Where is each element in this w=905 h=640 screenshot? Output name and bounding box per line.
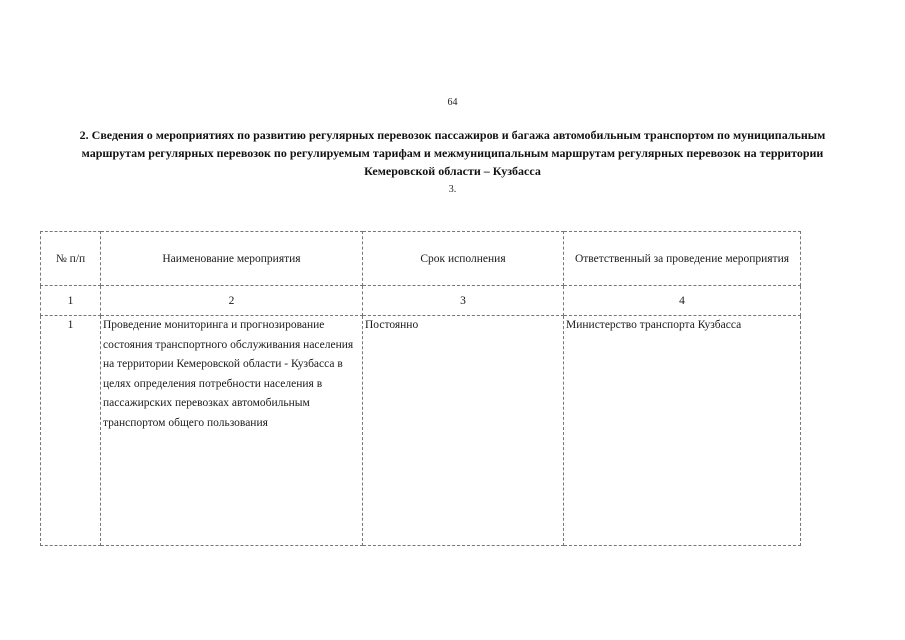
row-deadline: Постоянно	[363, 316, 564, 546]
column-number-row	[41, 286, 801, 316]
row-num: 1	[41, 316, 101, 546]
page-number: 64	[447, 97, 458, 108]
header-num: № п/п	[41, 232, 101, 286]
column-number: 2	[101, 286, 363, 316]
column-number: 4	[564, 286, 801, 316]
table-row	[41, 316, 801, 546]
column-number: 3	[363, 286, 564, 316]
header-name: Наименование мероприятия	[101, 232, 363, 286]
section-title: 2. Сведения о мероприятиях по развитию регулярных перевозок пассажиров и багажа автомобильным транспортом по муниципальным маршрутам регулярных перевозок по регулируемым тарифам и межмуниципальным маршрутам регулярных перевозок на территории Кемеровской области – Кузбасса	[79, 128, 826, 178]
title-suffix: 3.	[448, 184, 457, 195]
row-responsible: Министерство транспорта Кузбасса	[564, 316, 801, 546]
header-responsible: Ответственный за проведение мероприятия	[564, 232, 801, 286]
measures-table	[40, 231, 801, 546]
row-name: Проведение мониторинга и прогнозирование состояния транспортного обслуживания населения на территории Кемеровской области - Кузбасса в целях определения потребности населения в пассажирских перевозках автомобильным транспортом общего пользования	[101, 316, 363, 546]
header-deadline: Срок исполнения	[363, 232, 564, 286]
table-header-row	[41, 232, 801, 286]
column-number: 1	[41, 286, 101, 316]
